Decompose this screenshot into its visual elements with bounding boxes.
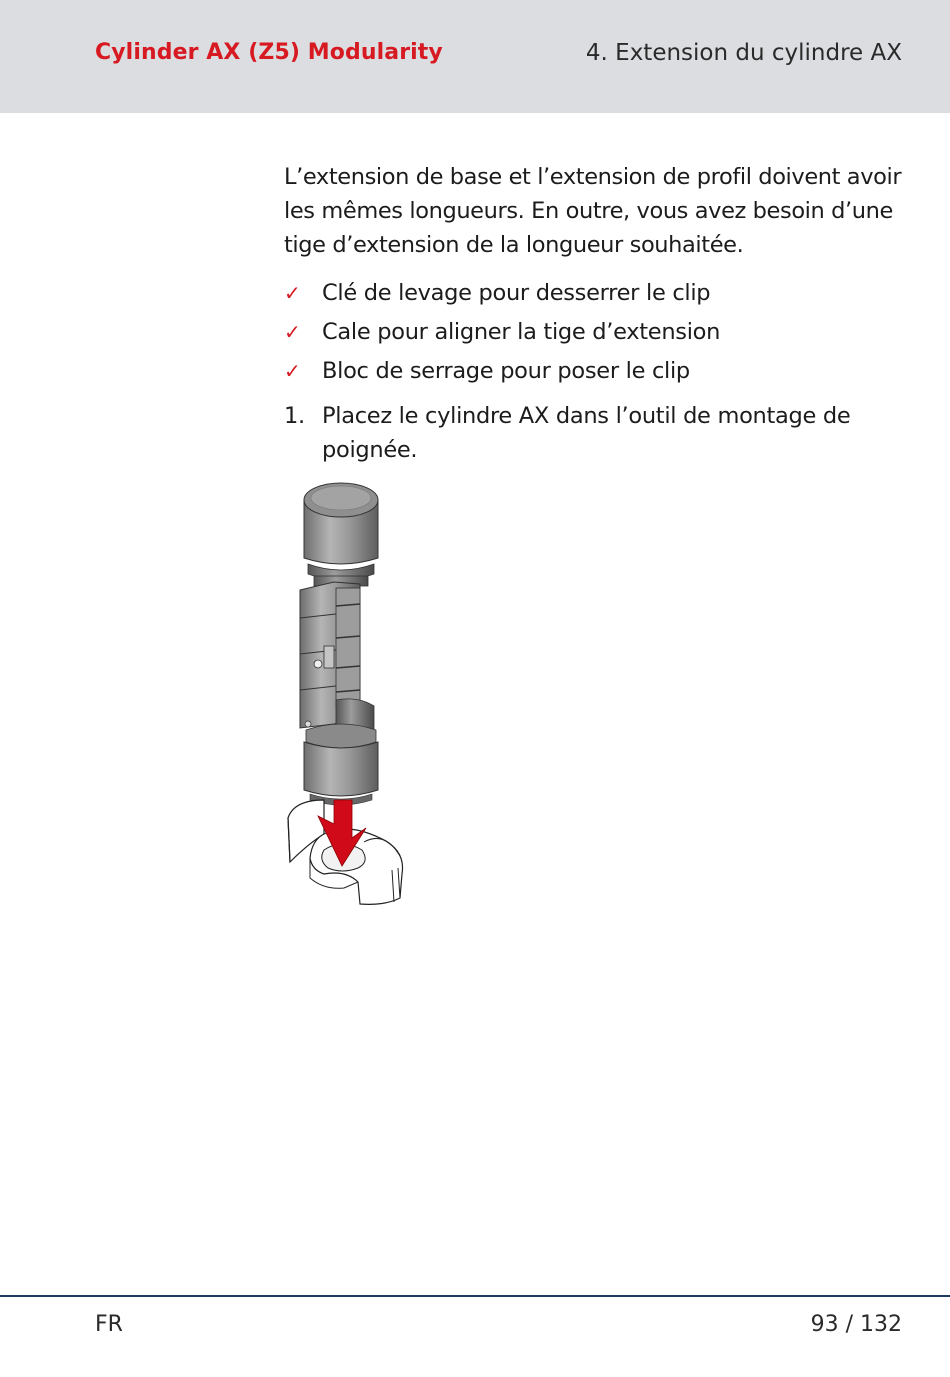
intro-paragraph: L’extension de base et l’extension de profil doivent avoir les mêmes longueurs. En outre, vous avez besoin d’une tige d’extension de la longueur souhaitée.: [284, 164, 902, 258]
section-title: 4. Extension du cylindre AX: [585, 40, 902, 66]
top-knob: [304, 483, 378, 580]
list-item: [284, 313, 904, 352]
step-text: Placez le cylindre AX dans l’outil de montage de poignée.: [322, 403, 851, 463]
checkmark-icon: ✓: [284, 281, 301, 305]
list-item-text: Clé de levage pour desserrer le clip: [322, 280, 711, 306]
step-list: [284, 399, 904, 467]
document-title: Cylinder AX (Z5) Modularity: [95, 40, 443, 65]
checkmark-icon: ✓: [284, 320, 301, 344]
cylinder-mounting-illustration: [284, 478, 406, 910]
footer-language: FR: [95, 1312, 123, 1337]
step-item: [284, 399, 904, 467]
bottom-knob: [304, 724, 378, 805]
list-item-text: Cale pour aligner la tige d’extension: [322, 319, 721, 345]
list-item: [284, 274, 904, 313]
cylinder-illustration-svg: [284, 478, 406, 910]
list-item: [284, 352, 904, 391]
checkmark-icon: ✓: [284, 359, 301, 383]
page-header: [0, 0, 950, 113]
page-number: 93 / 132: [810, 1312, 902, 1337]
main-content: [284, 160, 904, 467]
step-number: 1.: [284, 403, 305, 429]
footer-divider: [0, 1295, 950, 1297]
required-tools-list: [284, 274, 904, 391]
list-item-text: Bloc de serrage pour poser le clip: [322, 358, 690, 384]
